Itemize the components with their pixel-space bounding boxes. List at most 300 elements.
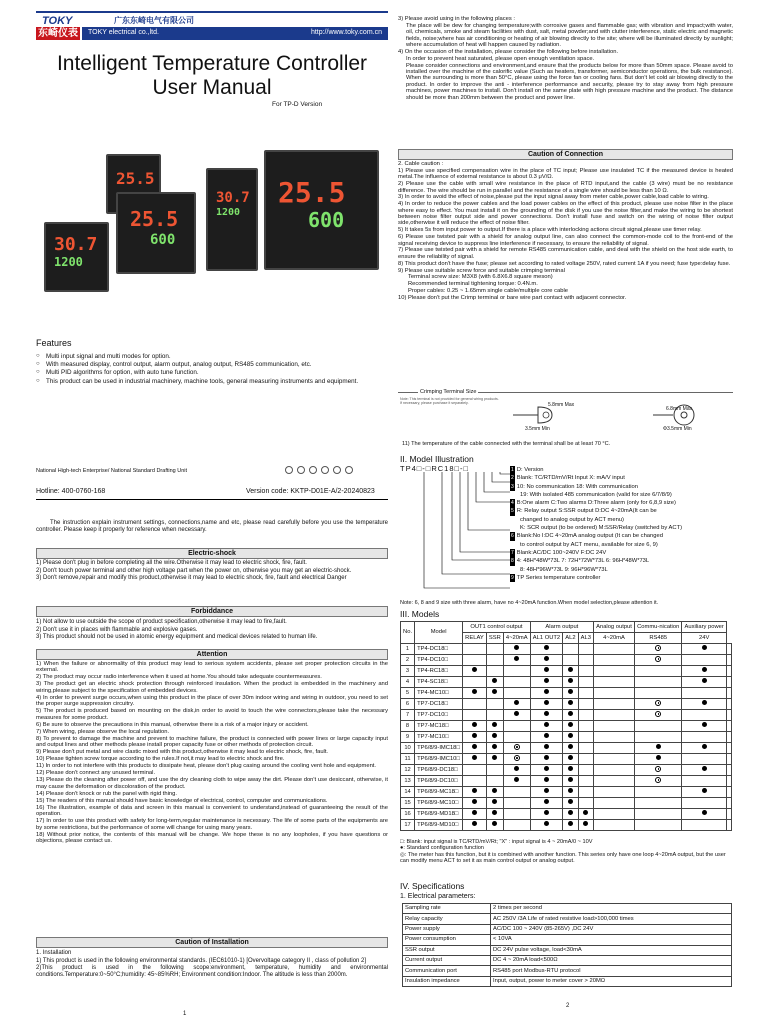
table-cell	[594, 677, 635, 688]
feature-item: ○ Multi input signal and multi modes for option.	[36, 353, 388, 360]
spec-value: DC 4 ~ 20mA load<500Ω	[491, 955, 732, 965]
table-cell	[486, 809, 503, 820]
table-cell: 8	[401, 721, 415, 732]
table-cell	[634, 809, 681, 820]
feature-dot-icon	[702, 788, 707, 793]
controller-unit: 25.5 600	[116, 192, 196, 274]
table-cell	[530, 765, 563, 776]
legend-row: 5 R: Relay output S:SSR output D:DC 4~20mA(It can be	[511, 508, 657, 515]
table-cell	[563, 754, 578, 765]
table-cell	[682, 666, 727, 677]
feature-dot-icon	[568, 733, 573, 738]
legend-row: changed to analog output by ACT menu)	[520, 516, 624, 523]
table-cell	[463, 644, 487, 655]
table-cell	[486, 655, 503, 666]
table-cell	[503, 732, 530, 743]
table-cell	[726, 699, 731, 710]
table-cell	[563, 743, 578, 754]
spec-row	[403, 955, 732, 965]
table-cell	[563, 699, 578, 710]
feature-dot-icon	[702, 700, 707, 705]
spec-label: Power supply	[403, 924, 491, 934]
table-cell: 7	[401, 710, 415, 721]
page-number: 2	[566, 1003, 570, 1009]
table-cell	[682, 644, 727, 655]
table-cell	[503, 776, 530, 787]
table-cell	[530, 666, 563, 677]
combined-feature-icon	[655, 711, 661, 717]
table-row	[401, 699, 732, 710]
spec-row	[403, 945, 732, 955]
feature-dot-icon	[544, 788, 549, 793]
table-cell: 1	[401, 644, 415, 655]
table-cell	[563, 677, 578, 688]
feature-dot-icon	[568, 755, 573, 760]
table-cell	[486, 644, 503, 655]
spec-row	[403, 976, 732, 986]
table-cell	[530, 787, 563, 798]
table-cell	[463, 809, 487, 820]
table-cell	[578, 732, 593, 743]
table-cell	[486, 743, 503, 754]
table-cell	[530, 820, 563, 831]
table-cell	[503, 688, 530, 699]
feature-dot-icon	[568, 678, 573, 683]
table-cell	[726, 743, 731, 754]
table-cell	[682, 699, 727, 710]
table-cell	[634, 776, 681, 787]
feature-dot-icon	[514, 766, 519, 771]
table-cell	[563, 765, 578, 776]
feature-dot-icon	[492, 678, 497, 683]
table-row	[401, 677, 732, 688]
spec-label: Power consumption	[403, 935, 491, 945]
model-legend	[510, 466, 735, 582]
feature-dot-icon	[514, 645, 519, 650]
table-cell: 11	[401, 754, 415, 765]
table-cell	[563, 776, 578, 787]
table-cell	[463, 743, 487, 754]
company-en: TOKY electrical co.,ltd.	[88, 29, 159, 37]
feature-dot-icon	[544, 667, 549, 672]
feature-dot-icon	[492, 733, 497, 738]
feature-dot-icon	[492, 744, 497, 749]
table-cell	[486, 688, 503, 699]
table-cell: 4	[401, 677, 415, 688]
table-cell	[682, 710, 727, 721]
spec-label: SSR output	[403, 945, 491, 955]
features-section	[36, 338, 388, 386]
table-cell: TP4-DC18□	[415, 644, 463, 655]
table-cell	[726, 688, 731, 699]
table-cell	[682, 776, 727, 787]
table-cell	[563, 809, 578, 820]
models-title: III. Models	[400, 609, 440, 619]
feature-dot-icon	[656, 755, 661, 760]
brand-logo: TOKY	[42, 15, 73, 27]
controller-unit: 30.7 1200	[206, 168, 258, 271]
feature-dot-icon	[544, 777, 549, 782]
controller-unit: 25.5 600	[264, 150, 379, 270]
table-cell: 5	[401, 688, 415, 699]
table-cell: 2	[401, 655, 415, 666]
feature-dot-icon	[544, 689, 549, 694]
feature-dot-icon	[472, 689, 477, 694]
table-cell	[726, 732, 731, 743]
table-cell	[634, 721, 681, 732]
col-alarm: Alarm output	[530, 622, 593, 633]
features-list	[36, 353, 388, 386]
col-analog: Analog output	[594, 622, 635, 633]
table-cell	[682, 787, 727, 798]
table-cell	[463, 732, 487, 743]
combined-feature-icon	[655, 777, 661, 783]
table-cell: 9	[401, 732, 415, 743]
combined-feature-icon	[514, 744, 520, 750]
installation-cont: 3) Please avoid using in the following places : The place will be dew for changing temperature;with corrosive gases and flammable gas; with vibration and impact;with water, oil, chemicals, smoke and steam facilities with dust, salt, metal powder;and with clutter interference, static electric and magnetic fields, noise;where has air conditioning or heating of air blowing directly to the site; where will be illuminated directly by sunlight; where accumulation of heat will happen caused by radiation. 4) On the occasion of the installation, please consider the following before installation. In order to prevent heat saturated, please open enough ventilation space. Please consider connections and environment,and ensure that the products below for more than 50mm space. Please avoid to installed over the machine of the calorific value (Such as heaters, transformer, semiconductor operations, the bulk resistance). When the surrounding is more than 50°C, please using the force fan or cooling fans. But don't let cold air blowing directly to the product. In order to improve the anti - interference performance and security, please try to stay away from high pressure machines, power machines to install. Don't install on the same plate with high pressure machine and the product. The distance should be more than 200mm between the product and power line.	[398, 16, 733, 101]
combined-feature-icon	[655, 700, 661, 706]
company-cn: 广东东崎电气有限公司	[114, 16, 194, 25]
legend-row: 6 Blank:No I:DC 4~20mA analog output (It can be changed	[511, 533, 663, 540]
feature-dot-icon	[544, 755, 549, 760]
table-cell	[726, 710, 731, 721]
table-cell	[682, 820, 727, 831]
table-cell	[563, 721, 578, 732]
feature-dot-icon	[544, 700, 549, 705]
feature-dot-icon	[544, 722, 549, 727]
feature-dot-icon	[544, 744, 549, 749]
table-cell	[594, 798, 635, 809]
table-cell	[682, 765, 727, 776]
table-cell	[530, 809, 563, 820]
table-row	[401, 765, 732, 776]
legend-row: 8: 48H*96W*73L 9: 96H*96W*73L	[520, 566, 608, 573]
table-cell	[578, 809, 593, 820]
table-cell: TP6/8/9-MC10□	[415, 798, 463, 809]
table-cell: 10	[401, 743, 415, 754]
table-cell	[486, 699, 503, 710]
table-cell	[578, 644, 593, 655]
table-cell	[463, 677, 487, 688]
table-cell	[463, 765, 487, 776]
table-cell	[486, 666, 503, 677]
combined-feature-icon	[655, 766, 661, 772]
table-cell	[530, 754, 563, 765]
specs-table	[402, 903, 732, 987]
table-cell: 3	[401, 666, 415, 677]
page-number: 1	[183, 1011, 187, 1017]
installation-title: Caution of Installation	[36, 937, 388, 948]
feature-dot-icon	[568, 777, 573, 782]
feature-dot-icon	[492, 722, 497, 727]
header-bar	[82, 27, 388, 40]
table-cell	[594, 809, 635, 820]
spec-value: DC 24V pulse voltage, load<30mA	[491, 945, 732, 955]
forbiddance-list: 1) Not allow to use outside the scope of product specification,otherwise it may lead to fire,fault. 2) Don't use it in places with flammable and explosive gases. 3) This product should not be used in atomic energy equipment and medical devices related to human life.	[36, 619, 318, 641]
installation-list: 1. Installation 1) This product is used in the following environmental standards. (IEC61010-1) [Overvoltage category II , class of pollution 2] 2)This product is used in the following scope:environment, temperature, humidity and environmental conditions.Temperature:0~50°C;humidity: 45~85%RH; Environment condition:Indoor. The altitude is less than 2000m.	[36, 950, 388, 979]
feature-dot-icon	[702, 722, 707, 727]
table-cell	[463, 787, 487, 798]
table-cell	[634, 765, 681, 776]
table-cell	[503, 743, 530, 754]
table-cell: 13	[401, 776, 415, 787]
table-cell	[503, 710, 530, 721]
table-row	[401, 776, 732, 787]
spec-value: AC/DC 100 ~ 240V (85-265V) ,DC 24V	[491, 924, 732, 934]
table-cell	[578, 655, 593, 666]
table-cell: TP6/8/9-MC18□	[415, 787, 463, 798]
crimp-diagram: Crimping Terminal Size Note: This terminal is not provided for general wiring products. If necessary, please purchase it separately. 5.8mm Max 3.5mm Min 6.8mm Max Φ3.5mm Min	[398, 392, 733, 434]
spec-row	[403, 966, 732, 976]
table-cell	[682, 798, 727, 809]
feature-dot-icon	[568, 821, 573, 826]
table-cell	[563, 820, 578, 831]
attention-list: 1) When the failure or abnormality of this product may lead to serious system accidents, please set proper protection circuits in the external. 2) The product may occur radio interference when it used at home.You should take adequate countermeasures. 3) The product get an electric shock protection through reinforced insulation. When the product is embedded in the machinery and wiring,please subject to the specification of embedded devices. 4) In order to prevent surge occurs,when using this product in the place of over 30m indoor wiring and wiring in outdoor, you need to set the proper surge suppression circuitry. 5) The product is produced based on mounting on the disk,in order to avoid to touch the wire connectors,please take the necessary measures for some product. 6) Be sure to observe the precautions in this manual, otherwise there is a risk of a major injury or accident. 7) When wiring, please observe the local regulation. 8) To prevent to damage the machine and prevent to machine failure, the product is connected with power lines or large capacity input and output lines and other methods please install proper capacity fuse or other methods of protection circuit. 9) Please don't put metal and wire clastic mixed with this product,otherwise it may lead to electric shock, fire, fault. 10) Please tighten screw torque according to the rules.If not,it may lead to electric shock and fire. 11) In order to not interfere with this products to dissipate heat, please don't plug casing around the cooling vent hole and equipment. 12) Please don't connect any unused terminal. 13) Please do the cleaning after power off, and use the dry cleaning cloth to wipe away the dirt. Please don't use desiccant, otherwise, it may cause the deformation or discoloration of the product. 14) Please don't knock or rub the panel with rigid thing. 15) The readers of this manual should have basic knowledge of electrical, control, computer and communications. 16) The illustration, example of data and screen in this manual is convenient to understand,instead of guaranteeing the result of the operation. 17) In order to use this product with safety for long-term,regular maintenance is necessary. The life of some parts of the equipments are by some restrictions, but the performance of some will change for using many years. 18) Without prior notice, the contents of this manual will be change. We hope these is no any loopholes, if you have questions or objections, please contact us.	[36, 661, 388, 845]
table-cell	[463, 721, 487, 732]
table-cell: TP7-DC18□	[415, 699, 463, 710]
table-row	[401, 644, 732, 655]
table-cell	[463, 710, 487, 721]
table-cell	[530, 699, 563, 710]
connection-title: Caution of Connection	[398, 149, 733, 160]
table-cell	[486, 677, 503, 688]
table-cell	[726, 798, 731, 809]
feature-dot-icon	[492, 689, 497, 694]
title-line-2: User Manual	[152, 76, 272, 99]
legend-row: 8 4: 48H*48W*73L 7: 72H*72W*73L 6: 96H*48W*73L	[511, 558, 650, 565]
table-cell: TP4-SC18□	[415, 677, 463, 688]
feature-dot-icon	[492, 788, 497, 793]
feature-dot-icon	[568, 667, 573, 672]
table-cell	[503, 666, 530, 677]
spec-row	[403, 904, 732, 914]
table-cell	[563, 798, 578, 809]
feature-dot-icon	[544, 711, 549, 716]
feature-dot-icon	[472, 744, 477, 749]
table-cell	[563, 655, 578, 666]
feature-dot-icon	[568, 722, 573, 727]
feature-item: ○ Multi PID algorithms for option, with auto tune function.	[36, 369, 388, 376]
table-cell	[486, 787, 503, 798]
legend-row: to control output by ACT menu, available for size 6, 9)	[520, 541, 658, 548]
table-row	[401, 688, 732, 699]
table-cell: 12	[401, 765, 415, 776]
table-cell: 14	[401, 787, 415, 798]
table-cell	[530, 732, 563, 743]
feature-dot-icon	[544, 733, 549, 738]
legend-row: 2 Blank: TC/RTD/mV/Rt Input X: mA/V input	[511, 475, 625, 482]
table-cell	[530, 721, 563, 732]
table-cell	[682, 721, 727, 732]
feature-item: ○ With measured display, control output, alarm output, analog output, RS485 communication, etc.	[36, 361, 388, 368]
feature-dot-icon	[514, 777, 519, 782]
legend-row: 9 TP Series temperature controller	[511, 574, 601, 581]
table-cell	[530, 798, 563, 809]
electric-shock-list: 1) Please don't plug in before completing all the wire.Otherwise it may lead to electric shock, fire, fault. 2) Don't touch power terminal and other high voltage part when the power on, otherwise you may get an electric-shock. 3) Don't remove,repair and modify this product,otherwise it may lead to electric shock, fire, fault and electrical Danger	[36, 560, 352, 582]
table-cell	[634, 655, 681, 666]
specs-subtitle: 1. Electrical parameters:	[400, 893, 476, 900]
table-cell	[594, 743, 635, 754]
legend-row: 3 10: No communication 18: With communication	[511, 483, 638, 490]
table-cell	[634, 732, 681, 743]
col-model: Model	[415, 622, 463, 644]
forbiddance-title: Forbiddance	[36, 606, 388, 617]
table-cell	[578, 765, 593, 776]
col-comm: Commu-nication	[634, 622, 681, 633]
feature-dot-icon	[656, 744, 661, 749]
table-cell	[463, 776, 487, 787]
table-cell	[530, 776, 563, 787]
feature-dot-icon	[492, 755, 497, 760]
table-cell	[503, 699, 530, 710]
table-cell	[486, 754, 503, 765]
table-cell	[578, 710, 593, 721]
legend-row: 7 Blank:AC/DC 100~240V F:DC 24V	[511, 549, 607, 556]
model-illustration-title: II. Model Illustration	[400, 454, 474, 464]
table-cell	[486, 798, 503, 809]
table-cell	[530, 688, 563, 699]
product-photo	[36, 140, 388, 330]
table-cell	[594, 688, 635, 699]
spec-value: < 10VA	[491, 935, 732, 945]
table-cell	[463, 820, 487, 831]
table-cell: TP6/8/9-IMC18□	[415, 743, 463, 754]
table-cell	[530, 710, 563, 721]
table-cell	[594, 787, 635, 798]
table-row	[401, 754, 732, 765]
col-no: No.	[401, 622, 415, 644]
table-cell	[530, 644, 563, 655]
table-cell	[486, 776, 503, 787]
table-cell	[634, 787, 681, 798]
table-cell	[634, 798, 681, 809]
combined-feature-icon	[655, 656, 661, 662]
table-cell	[463, 666, 487, 677]
table-cell	[634, 820, 681, 831]
table-cell	[578, 754, 593, 765]
spec-value: 2 times per second	[491, 904, 732, 914]
table-cell	[563, 710, 578, 721]
features-title: Features	[36, 338, 72, 348]
table-row	[401, 666, 732, 677]
table-cell	[503, 820, 530, 831]
table-cell	[726, 787, 731, 798]
table-cell	[530, 743, 563, 754]
table-cell	[726, 754, 731, 765]
col-out1: OUT1 control output	[463, 622, 531, 633]
spec-label: Insulation impedance	[403, 976, 491, 986]
feature-dot-icon	[472, 799, 477, 804]
feature-dot-icon	[492, 799, 497, 804]
spec-value: AC 250V /3A Life of rated resistive load>100,000 times	[491, 914, 732, 924]
intro-text: The instruction explain instrument settings, connections,name and etc, please read carefully before you use the temperature controller. Please keep it properly for reference when necessary.	[36, 520, 388, 534]
table-cell	[503, 809, 530, 820]
table-cell	[530, 677, 563, 688]
model-code-connectors	[420, 472, 512, 594]
table-cell	[486, 765, 503, 776]
feature-dot-icon	[568, 711, 573, 716]
table-row	[401, 809, 732, 820]
table-cell	[503, 787, 530, 798]
table-cell	[726, 820, 731, 831]
table-row	[401, 710, 732, 721]
feature-dot-icon	[544, 645, 549, 650]
table-cell	[634, 677, 681, 688]
col-aux: Auxiliary power	[682, 622, 727, 633]
table-cell	[726, 809, 731, 820]
table-row	[401, 655, 732, 666]
manual-title	[36, 52, 388, 100]
table-cell	[634, 699, 681, 710]
feature-dot-icon	[544, 766, 549, 771]
table-cell	[594, 721, 635, 732]
table-cell	[503, 677, 530, 688]
table-cell: 15	[401, 798, 415, 809]
feature-item: ○ This product can be used in industrial machinery, machine tools, general measuring instruments and equipment.	[36, 378, 388, 385]
table-cell	[682, 743, 727, 754]
table-cell: 6	[401, 699, 415, 710]
certification-icons	[281, 466, 353, 476]
table-cell: TP4-RC18□	[415, 666, 463, 677]
spec-label: Relay capacity	[403, 914, 491, 924]
feature-dot-icon	[472, 810, 477, 815]
table-cell	[594, 765, 635, 776]
feature-dot-icon	[568, 810, 573, 815]
table-cell	[726, 765, 731, 776]
feature-dot-icon	[702, 766, 707, 771]
company-url[interactable]: http://www.toky.com.cn	[310, 29, 382, 37]
table-cell	[463, 754, 487, 765]
table-cell: 17	[401, 820, 415, 831]
table-cell	[503, 644, 530, 655]
table-cell	[463, 688, 487, 699]
table-cell	[634, 710, 681, 721]
specs-title: IV. Specifications	[400, 881, 465, 891]
combined-feature-icon	[514, 755, 520, 761]
feature-dot-icon	[472, 733, 477, 738]
hotline: Hotline: 400-0760-168	[36, 488, 106, 495]
feature-dot-icon	[702, 744, 707, 749]
feature-dot-icon	[583, 821, 588, 826]
feature-dot-icon	[568, 788, 573, 793]
attention-title: Attention	[36, 649, 388, 660]
legend-row: 4 B:One alarm C:Two alarms D:Three alarm (only for 6,8,9 size)	[511, 500, 676, 507]
table-cell	[578, 798, 593, 809]
electric-shock-title: Electric-shock	[36, 548, 388, 559]
feature-dot-icon	[492, 810, 497, 815]
feature-dot-icon	[514, 700, 519, 705]
table-cell	[578, 699, 593, 710]
feature-dot-icon	[514, 656, 519, 661]
table-cell	[594, 732, 635, 743]
table-cell	[578, 721, 593, 732]
feature-dot-icon	[568, 766, 573, 771]
table-cell	[726, 776, 731, 787]
table-row	[401, 787, 732, 798]
combined-feature-icon	[655, 645, 661, 651]
table-cell	[594, 820, 635, 831]
table-cell	[578, 666, 593, 677]
table-cell	[578, 677, 593, 688]
table-cell	[594, 699, 635, 710]
table-cell	[682, 655, 727, 666]
table-cell	[578, 743, 593, 754]
spec-label: Current output	[403, 955, 491, 965]
table-cell	[486, 710, 503, 721]
table-cell: TP7-MC18□	[415, 721, 463, 732]
table-cell	[503, 655, 530, 666]
table-cell	[682, 732, 727, 743]
